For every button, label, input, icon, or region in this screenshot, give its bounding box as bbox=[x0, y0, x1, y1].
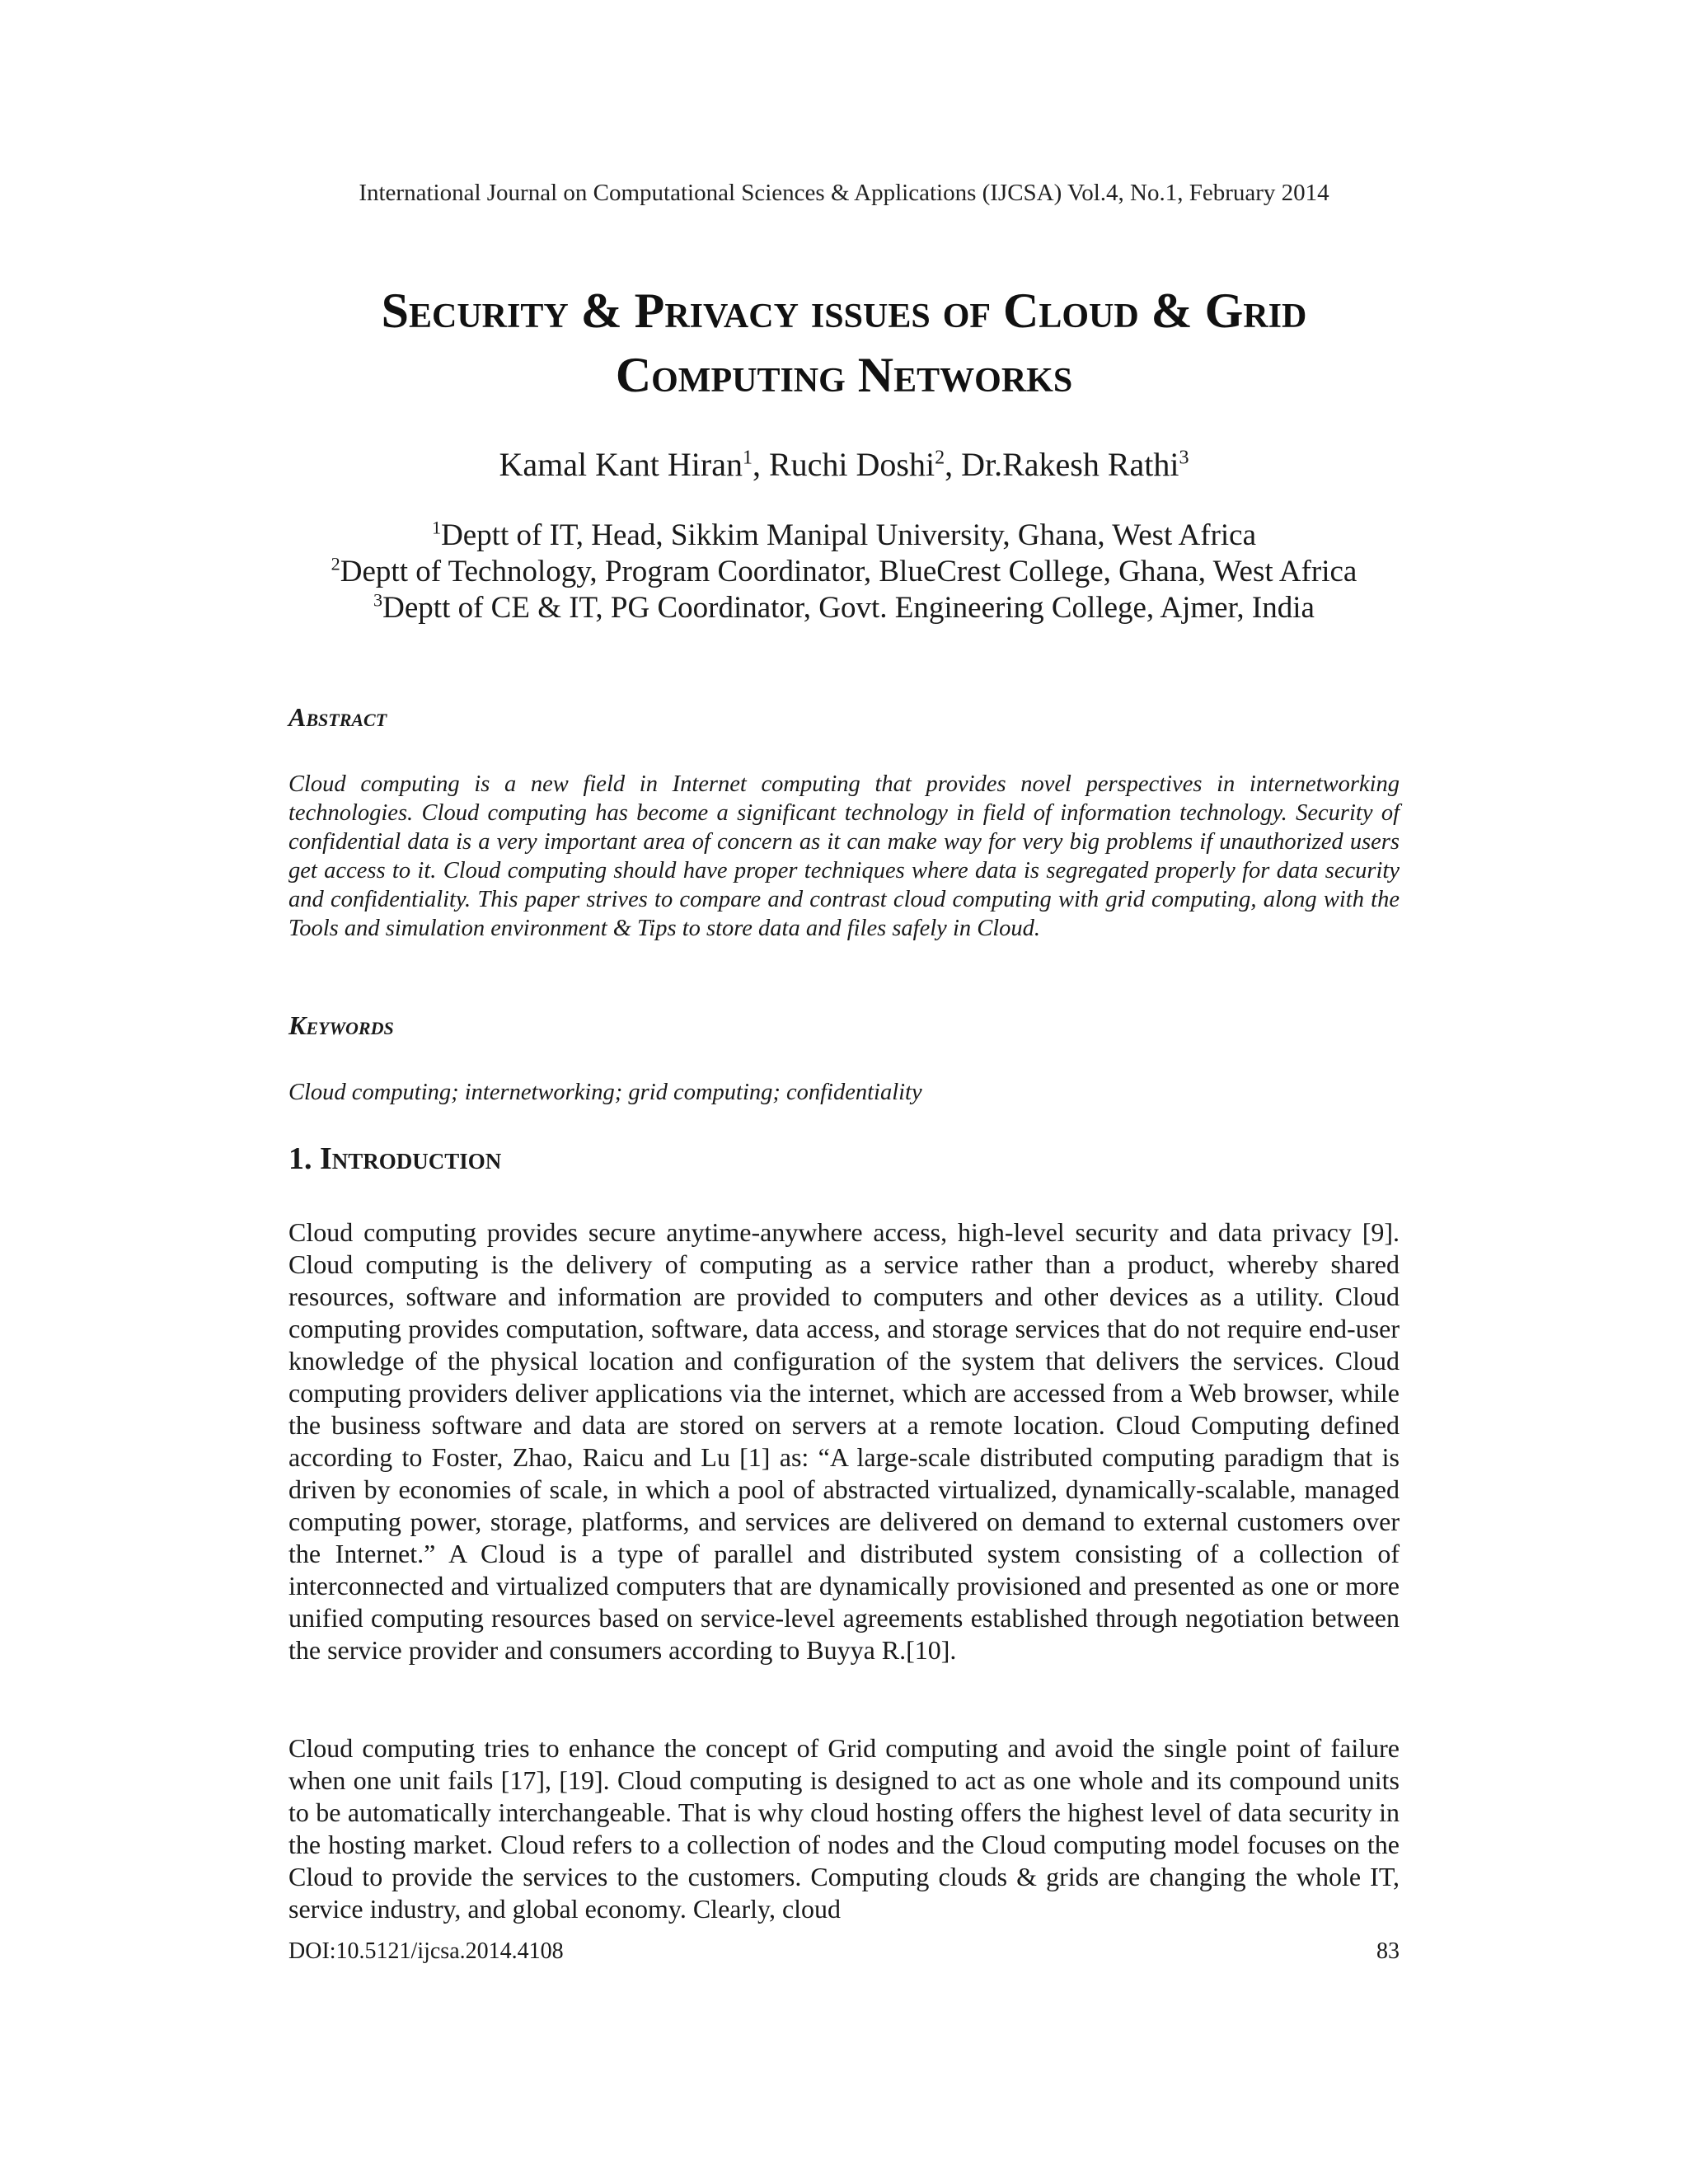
affil-mark: 2 bbox=[331, 553, 340, 574]
section-title: Introduction bbox=[320, 1141, 502, 1176]
running-header: International Journal on Computational Sciences & Applications (IJCSA) Vol.4, No.1, February 2014 bbox=[359, 180, 1329, 206]
author-affil-mark: 3 bbox=[1179, 447, 1189, 469]
author-affil-mark: 2 bbox=[935, 447, 945, 469]
affil-mark: 1 bbox=[431, 517, 442, 538]
abstract-heading: Abstract bbox=[288, 702, 387, 732]
page-number: 83 bbox=[1376, 1938, 1400, 1964]
affil-text: Deptt of Technology, Program Coordinator, BlueCrest College, Ghana, West Africa bbox=[340, 555, 1357, 588]
author-name: , Dr.Rakesh Rathi bbox=[945, 446, 1179, 483]
affiliation-line bbox=[0, 518, 1688, 554]
affil-mark: 3 bbox=[373, 589, 383, 611]
affil-text: Deptt of CE & IT, PG Coordinator, Govt. Engineering College, Ajmer, India bbox=[382, 591, 1315, 625]
title-line-1: Security & Privacy issues of Cloud & Grid bbox=[381, 284, 1307, 338]
title-line-2: Computing Networks bbox=[615, 348, 1073, 402]
author-name: , Ruchi Doshi bbox=[752, 446, 935, 483]
keywords-heading: Keywords bbox=[288, 1010, 394, 1040]
body-paragraph: Cloud computing tries to enhance the concept of Grid computing and avoid the single point of failure when one unit fails [17], [19]. Cloud computing is designed to act as one whole and its compound units to be automatically interchangeable. That is why cloud hosting offers the highest level of data security in the hosting market. Cloud refers to a collection of nodes and the Cloud computing model focuses on the Cloud to provide the services to the customers. Computing clouds & grids are changing the whole IT, service industry, and global economy. Clearly, cloud bbox=[288, 1733, 1400, 1924]
affil-text: Deptt of IT, Head, Sikkim Manipal University, Ghana, West Africa bbox=[441, 518, 1257, 552]
keywords-text: Cloud computing; internetworking; grid computing; confidentiality bbox=[288, 1080, 922, 1105]
author-name: Kamal Kant Hiran bbox=[499, 446, 743, 483]
affiliation-line bbox=[0, 554, 1688, 590]
affiliation-list bbox=[0, 518, 1688, 626]
author-list bbox=[0, 445, 1688, 484]
body-paragraph: Cloud computing provides secure anytime-anywhere access, high-level security and data privacy [9]. Cloud computing is the delivery of computing as a service rather than a product, whereby shared resources, software and information are provided to computers and other devices as a utility. Cloud computing provides computation, software, data access, and storage services that do not require end-user knowledge of the physical location and configuration of the system that delivers the services. Cloud computing providers deliver applications via the internet, which are accessed from a Web browser, while the business software and data are stored on servers at a remote location. Cloud Computing defined according to Foster, Zhao, Raicu and Lu [1] as: “A large-scale distributed computing paradigm that is driven by economies of scale, in which a pool of abstracted virtualized, dynamically-scalable, managed computing power, storage, platforms, and services are delivered on demand to external customers over the Internet.” A Cloud is a type of parallel and distributed system consisting of a collection of interconnected and virtualized computers that are dynamically provisioned and presented as one or more unified computing resources based on service-level agreements established through negotiation between the service provider and consumers according to Buyya R.[10]. bbox=[288, 1217, 1400, 1665]
introduction-heading bbox=[288, 1141, 501, 1177]
paper-title bbox=[0, 279, 1688, 407]
abstract-text: Cloud computing is a new field in Internet computing that provides novel perspectives in internetworking technologies. Cloud computing has become a significant technology in field of information technology. Security of confidential data is a very important area of concern as it can make way for very big problems if unauthorized users get access to it. Cloud computing should have proper techniques where data is segregated properly for data security and confidentiality. This paper strives to compare and contrast cloud computing with grid computing, along with the Tools and simulation environment & Tips to store data and files safely in Cloud. bbox=[288, 771, 1400, 941]
affiliation-line bbox=[0, 590, 1688, 626]
section-number: 1. bbox=[288, 1141, 320, 1176]
author-affil-mark: 1 bbox=[742, 447, 753, 469]
doi-footer: DOI:10.5121/ijcsa.2014.4108 bbox=[288, 1938, 564, 1964]
